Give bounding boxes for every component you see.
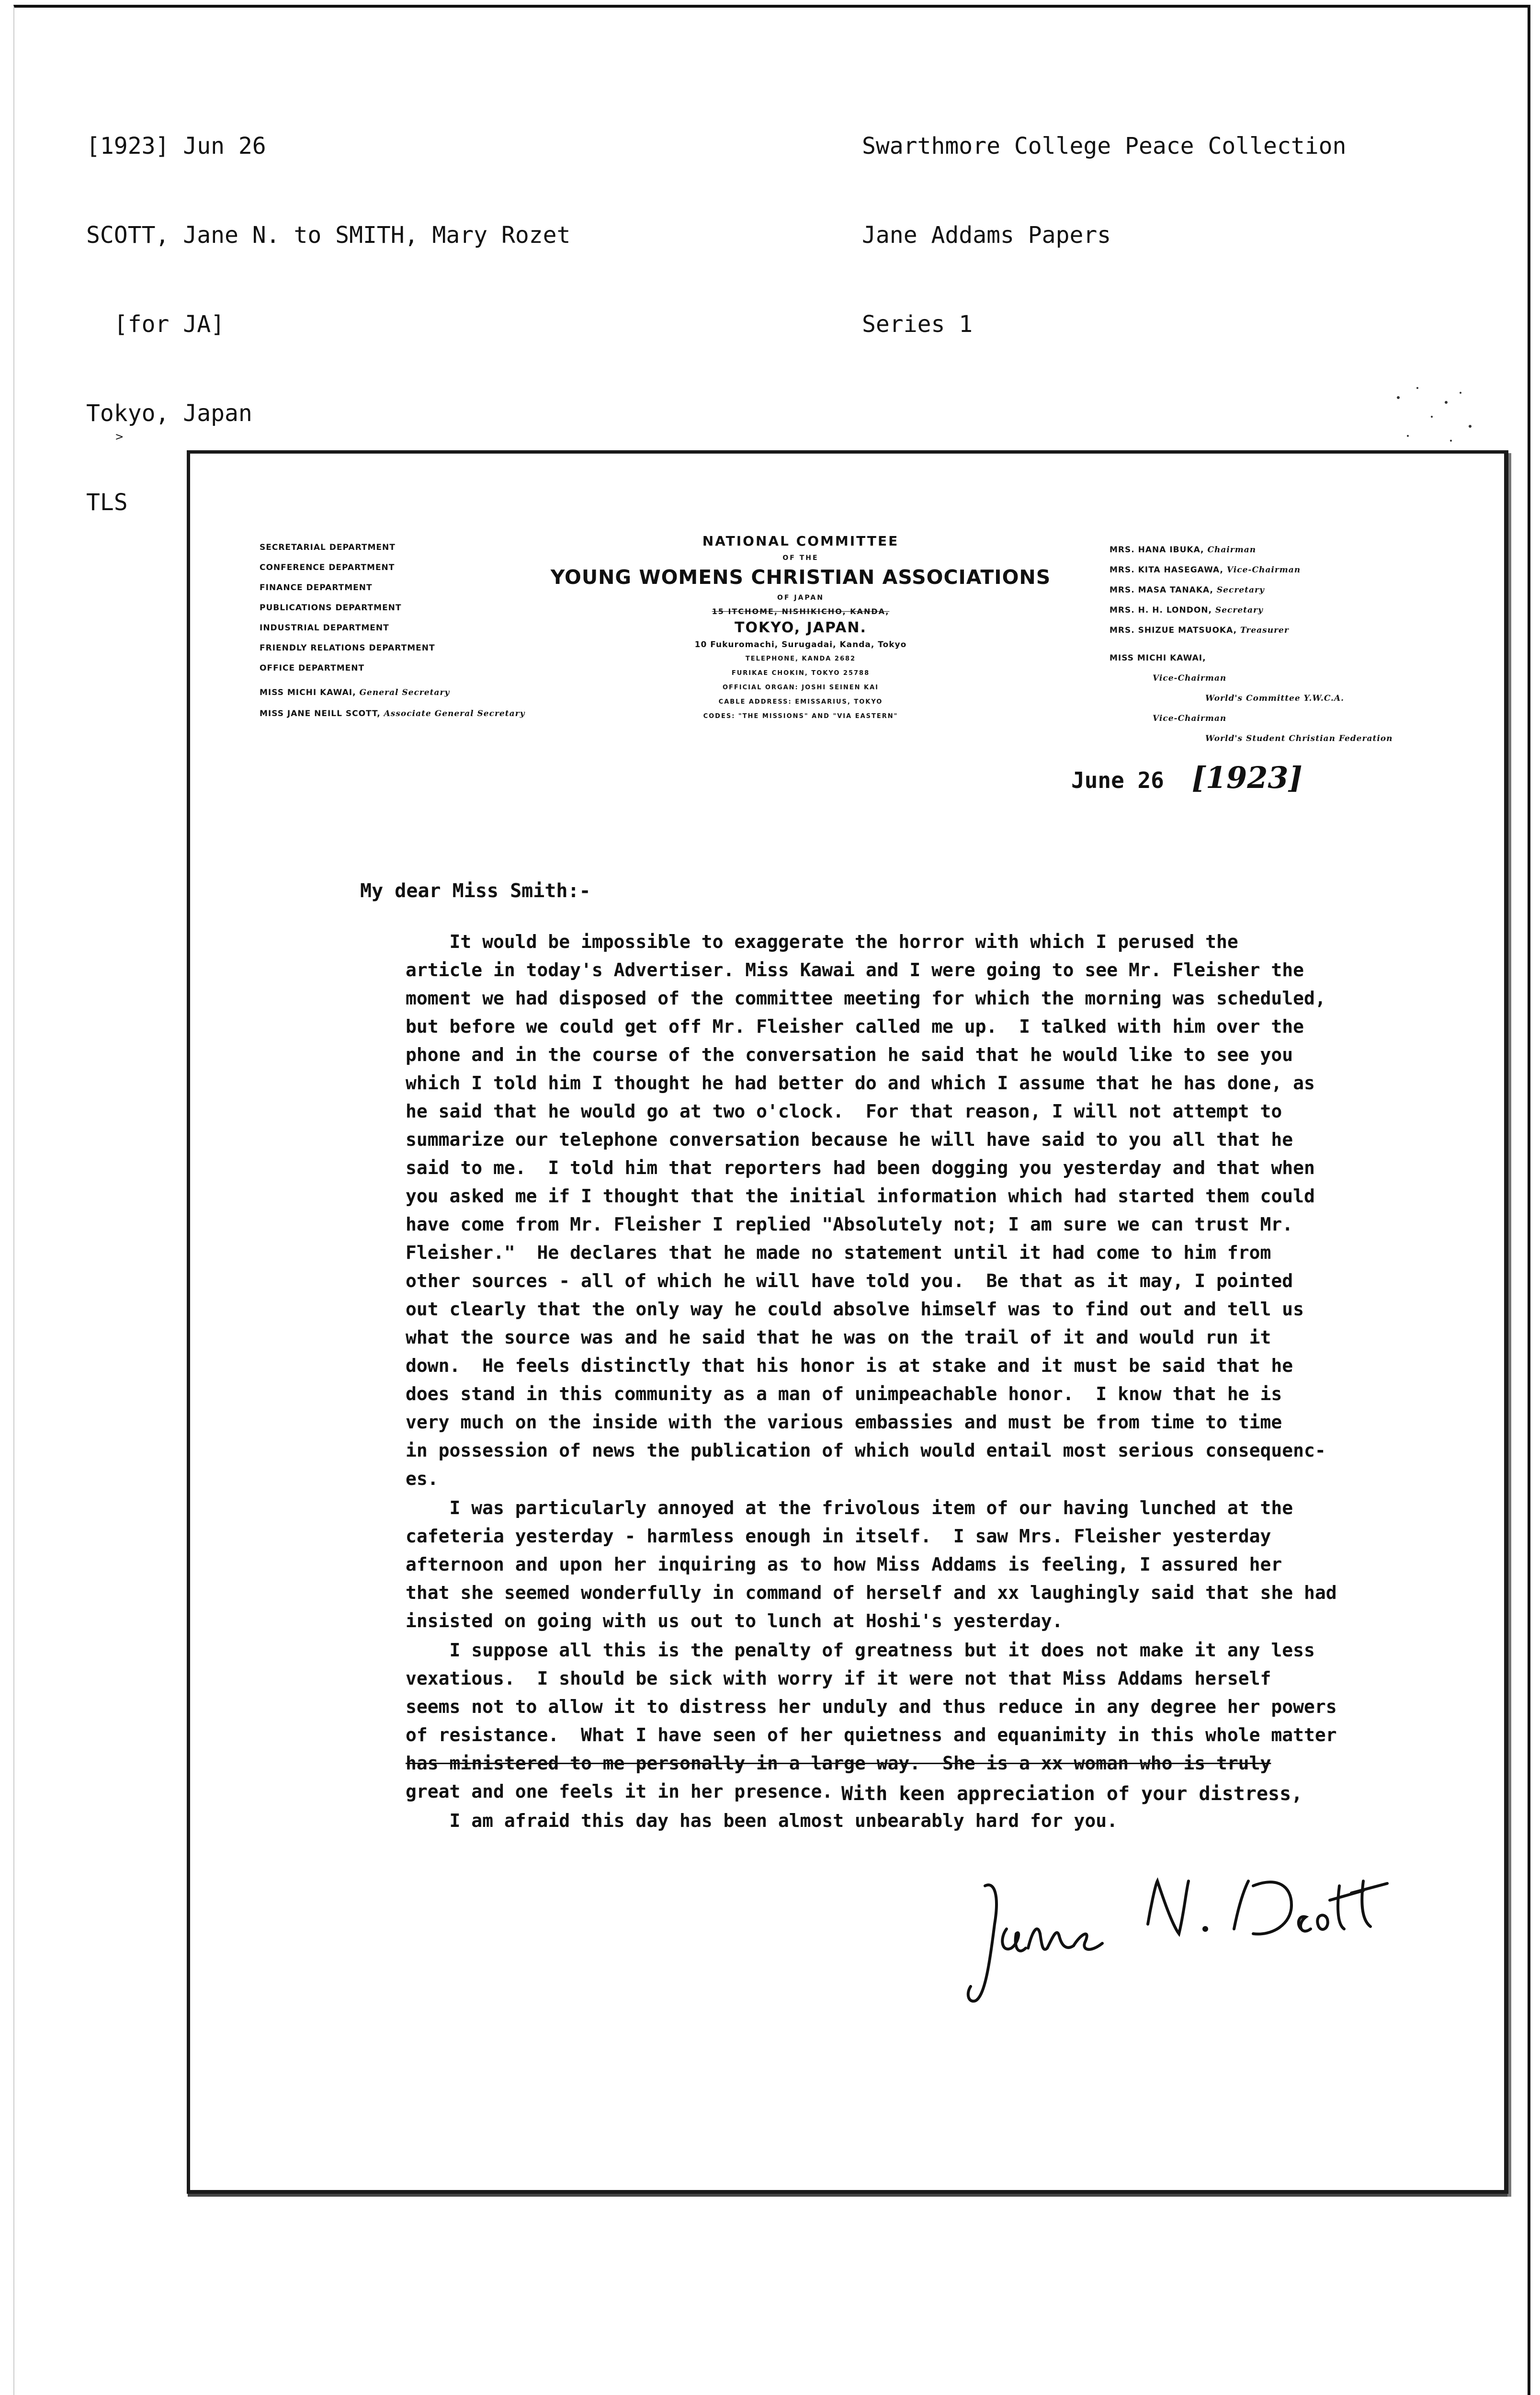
letter-sheet — [187, 450, 1508, 2194]
cable-address: CABLE ADDRESS: EMISSARIUS, TOKYO — [718, 698, 883, 706]
officer-role: Secretary — [1216, 585, 1265, 595]
officer-entry — [1110, 560, 1393, 580]
furikae: FURIKAE CHOKIN, TOKYO 25788 — [731, 670, 870, 677]
letterhead-center — [525, 530, 1076, 724]
officer-name: MRS. MASA TANAKA, — [1110, 585, 1213, 595]
body-line: I suppose all this is the penalty of greatness but it does not make it any less — [406, 1640, 1315, 1661]
body-line: afternoon and upon her inquiring as to how Miss Addams is feeling, I assured her — [406, 1554, 1282, 1575]
archive-line: SCOTT, Jane N. to SMITH, Mary Rozet — [86, 222, 571, 249]
signature — [966, 1857, 1435, 2015]
body-line: vexatious. I should be sick with worry if it were not that Miss Addams herself — [406, 1668, 1271, 1689]
official-organ: OFFICIAL ORGAN: JOSHI SEINEN KAI — [722, 684, 879, 691]
department-item: INDUSTRIAL DEPARTMENT — [260, 623, 389, 633]
department-item: FINANCE DEPARTMENT — [260, 583, 373, 593]
staff-name: MISS JANE NEILL SCOTT, — [260, 709, 381, 718]
department-item: FRIENDLY RELATIONS DEPARTMENT — [260, 643, 435, 653]
body-line: that she seemed wonderfully in command of herself and xx laughingly said that she had — [406, 1582, 1337, 1603]
officer-name: MRS. SHIZUE MATSUOKA, — [1110, 626, 1237, 635]
body-line: you asked me if I thought that the initial information which had started them could — [406, 1186, 1315, 1207]
body-line: of resistance. What I have seen of her quietness and equanimity in this whole matter — [406, 1724, 1337, 1745]
body-line: which I told him I thought he had better do and which I assume that he has done, as — [406, 1072, 1315, 1094]
kawai-name: MISS MICHI KAWAI, — [1110, 653, 1206, 663]
organization-name: YOUNG WOMENS CHRISTIAN ASSOCIATIONS — [550, 566, 1051, 589]
archive-line: Tokyo, Japan — [86, 400, 252, 427]
archive-line: Swarthmore College Peace Collection — [862, 133, 1347, 160]
body-line: It would be impossible to exaggerate the horror with which I perused the — [406, 931, 1238, 952]
signature-drawing — [966, 1857, 1435, 2015]
body-line: does stand in this community as a man of unimpeachable honor. I know that he is — [406, 1383, 1282, 1404]
closing: With keen appreciation of your distress, — [841, 1783, 1303, 1805]
staff-role: General Secretary — [359, 688, 450, 697]
old-address-struck: 15 ITCHOME, NISHIKICHO, KANDA, — [712, 607, 890, 616]
kawai-role: Vice-Chairman — [1153, 714, 1227, 723]
staff-name: MISS MICHI KAWAI, — [260, 688, 356, 697]
telephone: TELEPHONE, KANDA 2682 — [745, 655, 856, 662]
body-line: out clearly that the only way he could absolve himself was to find out and tell us — [406, 1299, 1304, 1320]
staff-entry — [260, 703, 525, 724]
body-line: cafeteria yesterday - harmless enough in itself. I saw Mrs. Fleisher yesterday — [406, 1526, 1271, 1547]
body-line: great and one feels it in her presence. — [406, 1781, 833, 1802]
archive-line: Jane Addams Papers — [862, 222, 1111, 249]
archive-line: [1923] Jun 26 — [86, 133, 266, 160]
body-line: what the source was and he said that he was on the trail of it and would run it — [406, 1327, 1271, 1348]
letterhead-departments — [260, 537, 525, 724]
body-line: very much on the inside with the various embassies and must be from time to time — [406, 1412, 1282, 1433]
archive-line: Series 1 — [862, 311, 973, 338]
officer-entry — [1110, 600, 1393, 620]
body-line: but before we could get off Mr. Fleisher called me up. I talked with him over the — [406, 1016, 1304, 1037]
officer-role: Secretary — [1215, 605, 1263, 615]
body-line: Fleisher." He declares that he made no statement until it had come to him from — [406, 1242, 1271, 1263]
committee-of: OF THE — [782, 554, 819, 562]
body-line: phone and in the course of the conversation he said that he would like to see you — [406, 1044, 1293, 1065]
body-line: other sources - all of which he will have told you. Be that as it may, I pointed — [406, 1270, 1293, 1291]
handwritten-year: [1923] — [1191, 760, 1302, 795]
paragraph — [406, 1807, 1469, 1835]
letterhead-officers — [1110, 540, 1393, 749]
kawai-role: Vice-Chairman — [1153, 673, 1227, 683]
department-item: OFFICE DEPARTMENT — [260, 663, 365, 673]
body-line: moment we had disposed of the committee meeting for which the morning was scheduled, — [406, 988, 1326, 1009]
officer-name: MRS. HANA IBUKA, — [1110, 545, 1204, 555]
letter-body — [406, 928, 1469, 1836]
archive-line: TLS — [86, 489, 128, 516]
body-line: summarize our telephone conversation because he will have said to you all that he — [406, 1129, 1293, 1150]
officer-entry — [1110, 540, 1393, 560]
stray-mark: > — [115, 431, 124, 443]
department-item: PUBLICATIONS DEPARTMENT — [260, 603, 402, 613]
paragraph — [406, 1494, 1469, 1635]
committee-title: NATIONAL COMMITTEE — [702, 533, 899, 549]
kawai-org: World's Committee Y.W.C.A. — [1205, 694, 1345, 703]
salutation: My dear Miss Smith:- — [360, 880, 591, 902]
officer-name: MRS. KITA HASEGAWA, — [1110, 565, 1223, 575]
department-item: CONFERENCE DEPARTMENT — [260, 563, 395, 572]
body-line: said to me. I told him that reporters had been dogging you yesterday and that when — [406, 1157, 1315, 1178]
body-line: article in today's Advertiser. Miss Kawai and I were going to see Mr. Fleisher the — [406, 959, 1304, 981]
codes: CODES: "THE MISSIONS" AND "VIA EASTERN" — [703, 713, 898, 720]
officer-role: Chairman — [1207, 545, 1257, 555]
body-line: down. He feels distinctly that his honor is at stake and it must be said that he — [406, 1355, 1293, 1376]
body-line: have come from Mr. Fleisher I replied "Absolutely not; I am sure we can trust Mr. — [406, 1214, 1293, 1235]
department-item: SECRETARIAL DEPARTMENT — [260, 543, 396, 552]
officer-role: Treasurer — [1240, 626, 1289, 635]
new-address: 10 Fukuromachi, Surugadai, Kanda, Tokyo — [694, 640, 907, 650]
typed-date: June 26 — [1071, 767, 1164, 793]
staff-entry — [260, 682, 525, 703]
letter-date — [1071, 760, 1302, 795]
body-line-struck: has ministered to me personally in a large way. She is a xx woman who is truly — [406, 1753, 1271, 1774]
city: TOKYO, JAPAN. — [735, 619, 867, 636]
body-line: es. — [406, 1468, 439, 1489]
body-line: insisted on going with us out to lunch at Hoshi's yesterday. — [406, 1610, 1063, 1631]
staff-role: Associate General Secretary — [384, 709, 525, 718]
officer-entry — [1110, 620, 1393, 640]
kawai-org: World's Student Christian Federation — [1205, 734, 1393, 743]
archive-line: [for JA] — [86, 311, 225, 338]
signature-text — [966, 1857, 970, 1858]
officer-role: Vice-Chairman — [1226, 565, 1301, 575]
body-line: in possession of news the publication of which would entail most serious consequenc- — [406, 1440, 1326, 1461]
body-line: I am afraid this day has been almost unbearably hard for you. — [406, 1810, 1118, 1831]
paragraph — [406, 1636, 1469, 1806]
officer-entry — [1110, 580, 1393, 600]
paragraph — [406, 928, 1469, 1493]
body-line: seems not to allow it to distress her unduly and thus reduce in any degree her powers — [406, 1696, 1337, 1717]
archive-header-right — [862, 72, 1346, 369]
organization-country: OF JAPAN — [777, 594, 824, 602]
officer-name: MRS. H. H. LONDON, — [1110, 605, 1212, 615]
body-line: I was particularly annoyed at the frivolous item of our having lunched at the — [406, 1497, 1293, 1518]
body-line: he said that he would go at two o'clock. For that reason, I will not attempt to — [406, 1101, 1282, 1122]
